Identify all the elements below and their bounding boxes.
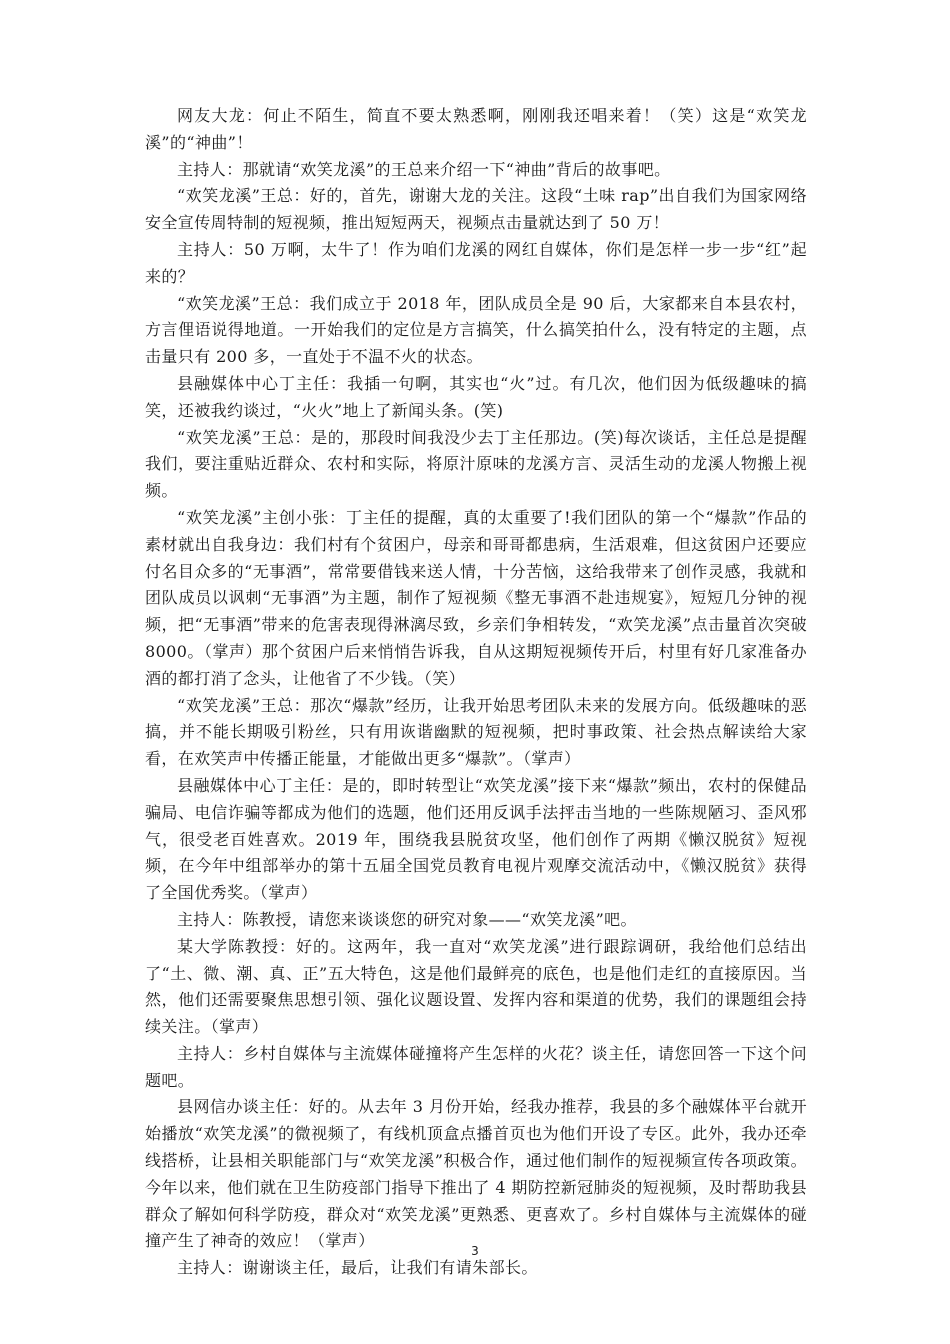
paragraph-5: “欢笑龙溪”王总：我们成立于 2018 年，团队成员全是 90 后，大家都来自本县农村，方言俚语说得地道。一开始我们的定位是方言搞笑，什么搞笑拍什么，没有特定的主题，点击量只有 200 多，一直处于不温不火的状态。	[145, 293, 807, 367]
paragraph-7: “欢笑龙溪”王总：是的，那段时间我没少去丁主任那边。(笑)每次谈话，主任总是提醒我们，要注重贴近群众、农村和实际，将原汁原味的龙溪方言、灵活生动的龙溪人物搬上视频。	[145, 427, 807, 501]
paragraph-14: 县网信办谈主任：好的。从去年 3 月份开始，经我办推荐，我县的多个融媒体平台就开始播放“欢笑龙溪”的微视频了，有线机顶盒点播首页也为他们开设了专区。此外，我办还牵线搭桥，让县相关职能部门与“欢笑龙溪”积极合作，通过他们制作的短视频宣传各项政策。今年以来，他们就在卫生防疫部门指导下推出了 4 期防控新冠肺炎的短视频，及时帮助我县群众了解如何科学防疫，群众对“欢笑龙溪”更熟悉、更喜欢了。乡村自媒体与主流媒体的碰撞产生了神奇的效应！（掌声）	[145, 1097, 807, 1251]
paragraph-13: 主持人：乡村自媒体与主流媒体碰撞将产生怎样的火花？谈主任，请您回答一下这个问题吧。	[145, 1043, 807, 1090]
paragraph-2: 主持人：那就请“欢笑龙溪”的王总来介绍一下“神曲”背后的故事吧。	[177, 159, 671, 179]
paragraph-15: 主持人：谢谢谈主任，最后，让我们有请朱部长。	[177, 1258, 538, 1278]
paragraph-9: “欢笑龙溪”王总：那次“爆款”经历，让我开始思考团队未来的发展方向。低级趣味的恶搞，并不能长期吸引粉丝，只有用诙谐幽默的短视频，把时事政策、社会热点解读给大家看，在欢笑声中传播正能量，才能做出更多“爆款”。（掌声）	[145, 695, 807, 769]
document-body	[145, 103, 807, 1282]
paragraph-4: 主持人：50 万啊，太牛了！作为咱们龙溪的网红自媒体，你们是怎样一步一步“红”起来的？	[145, 239, 807, 286]
paragraph-10: 县融媒体中心丁主任：是的，即时转型让“欢笑龙溪”接下来“爆款”频出，农村的保健品骗局、电信诈骗等都成为他们的选题，他们还用反讽手法抨击当地的一些陈规陋习、歪风邪气，很受老百姓喜欢。2019 年，围绕我县脱贫攻坚，他们创作了两期《懒汉脱贫》短视频，在今年中组部举办的第十五届全国党员教育电视片观摩交流活动中，《懒汉脱贫》获得了全国优秀奖。（掌声）	[145, 775, 807, 903]
paragraph-1: 网友大龙：何止不陌生，简直不要太熟悉啊，刚刚我还唱来着！（笑）这是“欢笑龙溪”的“神曲”！	[145, 106, 807, 152]
paragraph-11: 主持人：陈教授，请您来谈谈您的研究对象——“欢笑龙溪”吧。	[177, 909, 637, 929]
paragraph-12: 某大学陈教授：好的。这两年，我一直对“欢笑龙溪”进行跟踪调研，我给他们总结出了“土、微、潮、真、正”五大特色，这是他们最鲜亮的底色，也是他们走红的直接原因。当然，他们还需要聚焦思想引领、强化议题设置、发挥内容和渠道的优势，我们的课题组会持续关注。（掌声）	[145, 936, 807, 1037]
paragraph-8: “欢笑龙溪”主创小张：丁主任的提醒，真的太重要了!我们团队的第一个“爆款”作品的素材就出自我身边：我们村有个贫困户，母亲和哥哥都患病，生活艰难，但这贫困户还要应付名目众多的“无事酒”，常常要借钱来送人情，十分苦恼，这给我带来了创作灵感，我就和团队成员以讽刺“无事酒”为主题，制作了短视频《整无事酒不赴违规宴》，短短几分钟的视频，把“无事酒”带来的危害表现得淋漓尽致，乡亲们争相转发，“欢笑龙溪”点击量首次突破 8000。（掌声）那个贫困户后来悄悄告诉我，自从这期短视频传开后，村里有好几家准备办酒的都打消了念头，让他省了不少钱。（笑）	[145, 507, 807, 688]
page-number: 3	[471, 1244, 479, 1258]
paragraph-6: 县融媒体中心丁主任：我插一句啊，其实也“火”过。有几次，他们因为低级趣味的搞笑，还被我约谈过，“火火”地上了新闻头条。(笑)	[145, 373, 807, 420]
paragraph-3: “欢笑龙溪”王总：好的，首先，谢谢大龙的关注。这段“土味 rap”出自我们为国家网络安全宣传周特制的短视频，推出短短两天，视频点击量就达到了 50 万！	[145, 186, 807, 233]
